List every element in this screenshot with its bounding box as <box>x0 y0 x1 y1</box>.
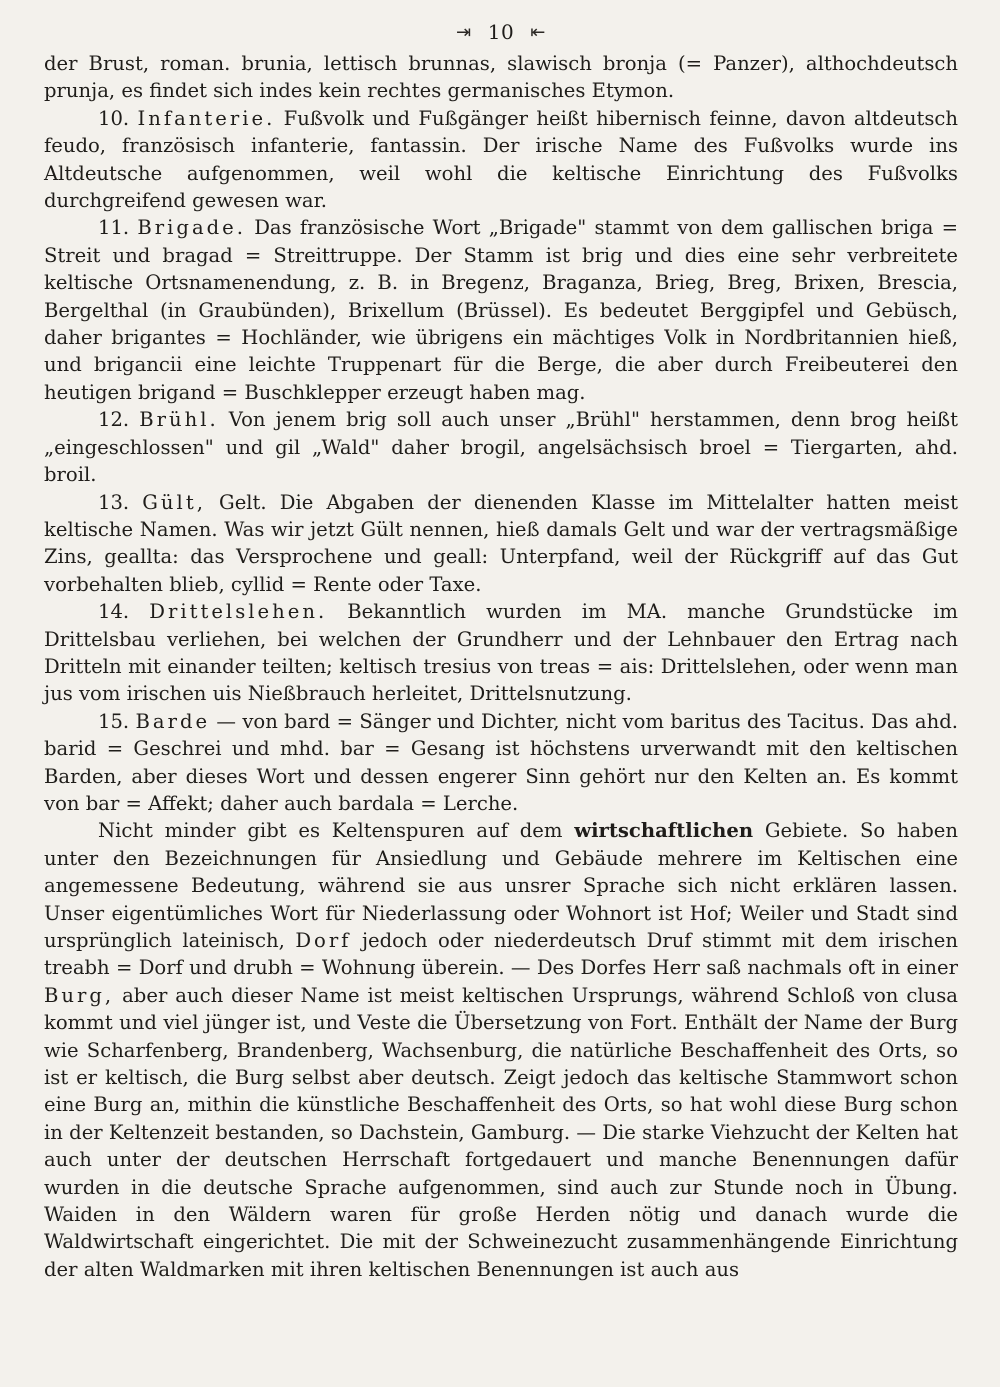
text-run: — von bard = Sänger und Dichter, nicht vom baritus des Tacitus. Das ahd. barid = Geschrei und mhd. bar = Gesang ist höchstens urverwandt mit den keltischen Barden, aber dieses Wort und dessen engerer Sinn gehört nur den Kelten an. Es kommt von bar = Affekt; daher auch bardala = Lerche. <box>44 709 958 815</box>
page-header <box>44 14 958 50</box>
paragraph <box>44 598 958 708</box>
text-run: jedoch oder niederdeutsch Druf stimmt mit dem irischen treabh = Dorf und drubh = Wohnung überein. — Des Dorfes Herr saß nachmals oft in einer <box>44 929 958 980</box>
text-run: 11. <box>98 216 138 240</box>
spaced-term: Brühl. <box>139 408 219 432</box>
spaced-term: Dorf <box>295 929 352 952</box>
text-run: Das französische Wort „Brigade" stammt von dem gallischen briga = Streit und bragad = Streittruppe. Der Stamm ist brig und dies eine sehr verbreitete keltische Ortsnamenendung, z. B. in Bregenz, Braganza, Brieg, Breg, Brixen, Brescia, Bergelthal (in Graubünden), Brixellum (Brüssel). Es bedeutet Berggipfel und Gebüsch, daher brigantes = Hochländer, wie übrigens ein mächtiges Volk in Nordbritannien hieß, und brigancii eine leichte Truppenart für die Berge, die aber durch Freibeuterei den heutigen brigand = Buschklepper erzeugt haben mag. <box>44 216 959 404</box>
paragraph <box>44 50 958 105</box>
paragraph <box>44 817 958 1283</box>
text-run: 14. <box>98 600 150 624</box>
text-run: aber auch dieser Name ist meist keltischen Ursprungs, während Schloß von clusa kommt und viel jünger ist, und Veste die Übersetzung von Fort. Enthält der Name der Burg wie Scharfenberg, Brandenberg, Wachsenburg, die natürliche Beschaffenheit des Orts, so ist er keltisch, die Burg selbst aber deutsch. Zeigt jedoch das keltische Stammwort schon eine Burg an, mithin die künstliche Beschaffenheit des Orts, so hat wohl diese Burg schon in der Keltenzeit bestanden, so Dachstein, Gamburg. — Die starke Viehzucht der Kelten hat auch unter der deutschen Herrschaft fortgedauert und manche Benennungen dafür wurden in die deutsche Sprache aufgenommen, sind auch zur Stunde noch in Übung. Waiden in den Wäldern waren für große Herden nötig und danach wurde die Waldwirtschaft eingerichtet. Die mit der Schweinezucht zusammenhängende Einrichtung der alten Waldmarken mit ihren keltischen Benennungen ist auch aus <box>44 983 958 1281</box>
paragraph <box>44 489 958 599</box>
text-run: Nicht minder gibt es Keltenspuren auf dem <box>98 819 575 843</box>
text-run: Von jenem brig soll auch unser „Brühl" herstammen, denn brog heißt „eingeschlossen" und gil „Wald" daher brogil, angelsächsisch broel = Tiergarten, ahd. broil. <box>44 408 959 487</box>
text-run: Bekanntlich wurden im MA. manche Grundstücke im Drittelsbau verliehen, bei welchen der Grundherr und der Lehnbauer den Ertrag nach Dritteln mit einander teilten; keltisch tresius von treas = ais: Drittelslehen, oder wenn man jus vom irischen uis Nießbrauch herleitet, Drittelsnutzung. <box>44 600 958 706</box>
text-run: 13. <box>98 490 143 514</box>
paragraph <box>44 105 958 215</box>
emphasis-text: wirtschaftlichen <box>574 819 754 843</box>
spaced-term: Brigade. <box>137 216 246 240</box>
text-run: der Brust, roman. brunia, lettisch brunnas, slawisch bronja (= Panzer), althochdeutsch prunja, es findet sich indes kein rechtes germanisches Etymon. <box>44 52 958 103</box>
right-ornament-icon: ⇤ <box>530 21 546 43</box>
spaced-term: Gült, <box>142 490 206 514</box>
spaced-term: Barde <box>135 709 211 733</box>
text-run: 15. <box>98 709 136 733</box>
spaced-term: Burg, <box>44 983 115 1007</box>
body-text <box>44 50 958 1283</box>
text-run: Gebiete. So haben unter den Bezeichnungen für Ansiedlung und Gebäude mehrere im Keltischen eine angemessene Bedeutung, während sie aus unsrer Sprache sich nicht erklären lassen. Unser eigentümliches Wort für Niederlassung oder Wohnort ist Hof; Weiler und Stadt sind ursprünglich lateinisch, <box>44 819 958 952</box>
paragraph <box>44 406 958 488</box>
text-run: Gelt. Die Abgaben der dienenden Klasse im Mittelalter hatten meist keltische Namen. Was wir jetzt Gült nennen, hieß damals Gelt und war der vertragsmäßige Zins, geallta: das Versprochene und geall: Unterpfand, weil der Rückgriff auf das Gut vorbehalten blieb, cyllid = Rente oder Taxe. <box>44 490 958 596</box>
book-page <box>44 14 958 1374</box>
left-ornament-icon: ⇥ <box>456 21 472 43</box>
spaced-term: Drittelslehen. <box>149 600 328 624</box>
text-run: 12. <box>98 408 140 432</box>
paragraph <box>44 214 958 406</box>
spaced-term: Infanterie. <box>137 106 276 130</box>
page-number: 10 <box>487 20 515 44</box>
text-run: Fußvolk und Fußgänger heißt hibernisch feinne, davon altdeutsch feudo, französisch infanterie, fantassin. Der irische Name des Fußvolks wurde ins Altdeutsche aufgenommen, weil wohl die keltische Einrichtung des Fußvolks durchgreifend gewesen war. <box>44 106 958 213</box>
paragraph <box>44 708 958 818</box>
text-run: 10. <box>98 106 138 130</box>
